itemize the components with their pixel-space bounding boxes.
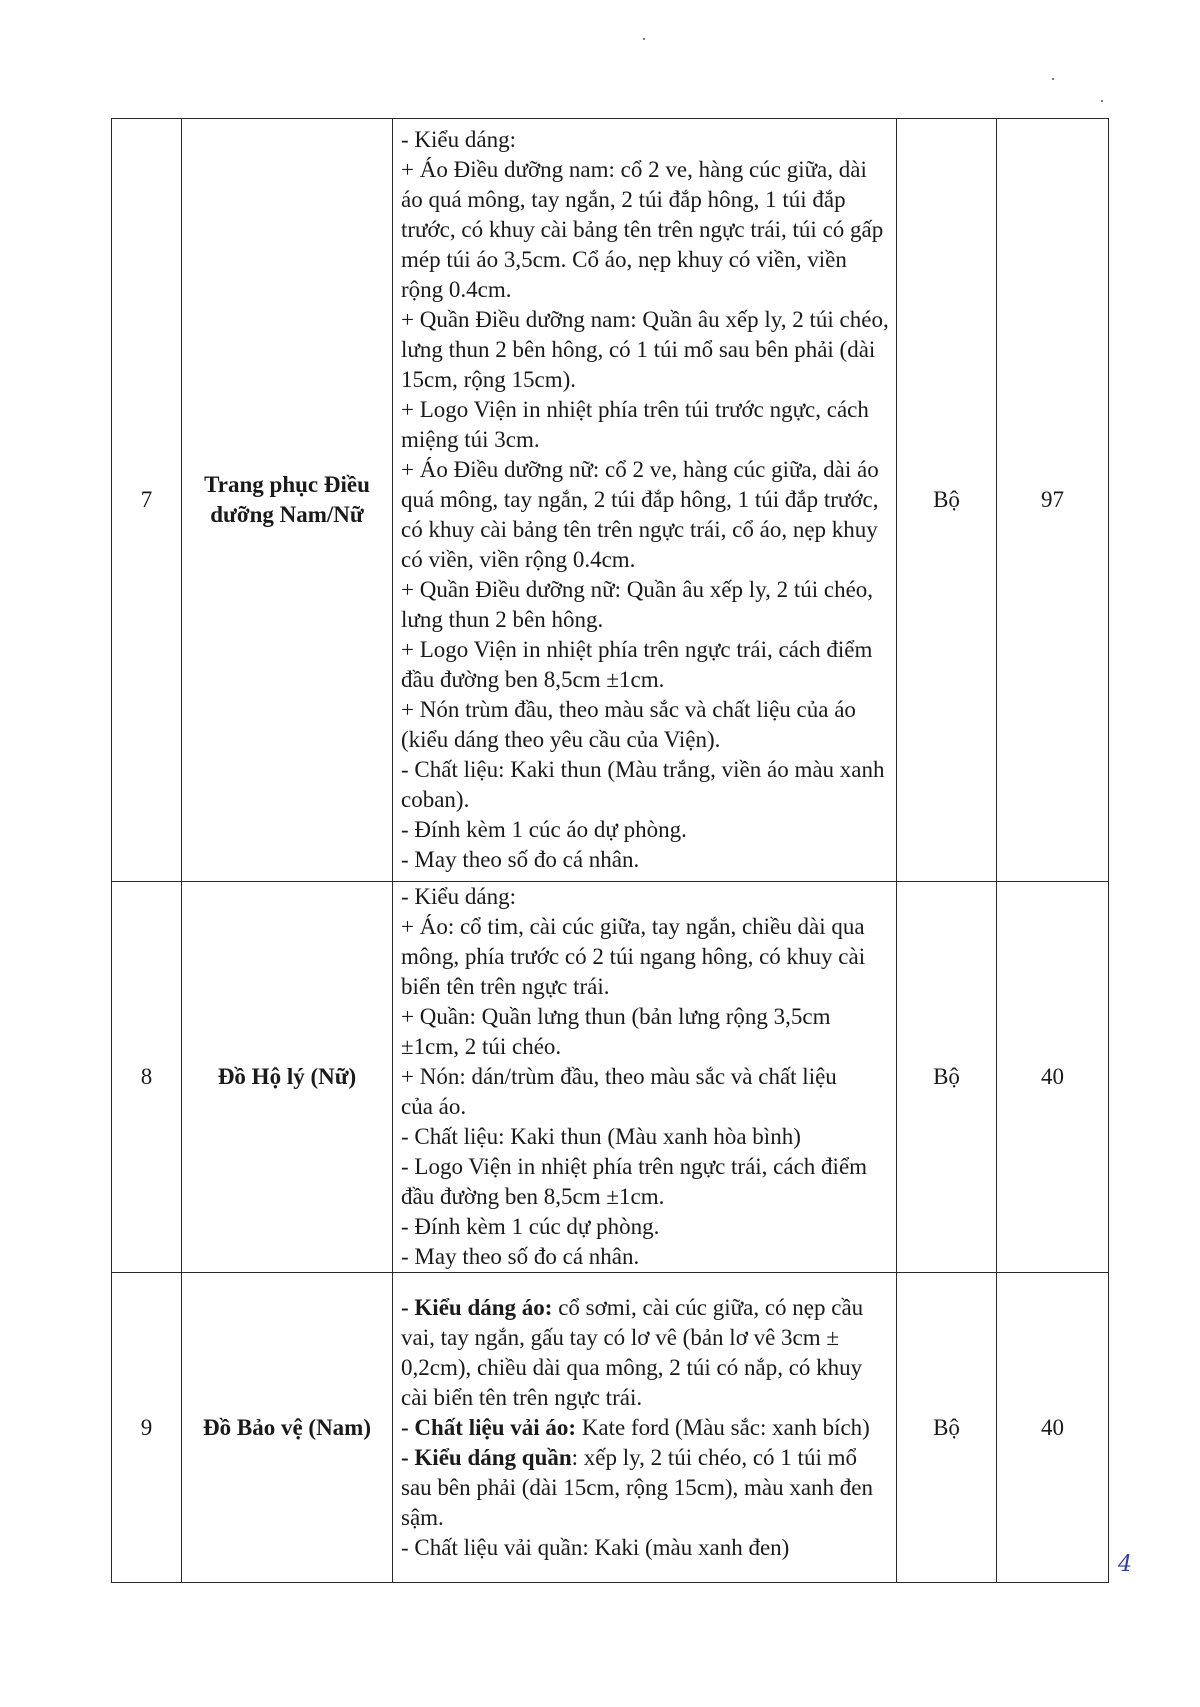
description-text: : xếp ly, 2 túi chéo, có 1 túi mổ sau bên phải (dài 15cm, rộng 15cm), màu xanh đen sậm. (401, 1444, 874, 1530)
description-label: - Kiểu dáng quần (401, 1444, 572, 1470)
specification-table (111, 118, 1109, 1583)
scan-speck (1101, 100, 1103, 102)
unit-cell: Bộ (897, 119, 997, 882)
description-label: - Chất liệu vải áo: (401, 1414, 577, 1440)
handwritten-page-mark: 4 (1118, 1552, 1132, 1577)
table-row (112, 882, 1109, 1273)
table-row (112, 1273, 1109, 1583)
description-line: + Logo Viện in nhiệt phía trên túi trước ngực, cách miệng túi 3cm. (401, 397, 869, 452)
description-line: + Nón: dán/trùm đầu, theo màu sắc và chất liệu (401, 1064, 837, 1089)
unit-cell: Bộ (897, 882, 997, 1273)
description-line: + Logo Viện in nhiệt phía trên ngực trái, cách điểm đầu đường ben 8,5cm ±1cm. (401, 637, 873, 692)
description-label: - Kiểu dáng áo: (401, 1294, 553, 1320)
item-description (393, 119, 897, 882)
row-number: 8 (112, 882, 182, 1273)
row-number: 9 (112, 1273, 182, 1583)
quantity-cell: 97 (997, 119, 1109, 882)
unit-cell: Bộ (897, 1273, 997, 1583)
description-line: - Đính kèm 1 cúc áo dự phòng. (401, 817, 687, 842)
item-name: Trang phục Điều dưỡng Nam/Nữ (182, 119, 393, 882)
item-description (393, 882, 897, 1273)
description-line: - May theo số đo cá nhân. (401, 1244, 640, 1269)
description-line: + Quần: Quần lưng thun (bản lưng rộng 3,5cm ±1cm, 2 túi chéo. (401, 1004, 831, 1059)
description-line: - Kiểu dáng: (401, 884, 516, 909)
scan-speck (643, 38, 645, 40)
table-row (112, 119, 1109, 882)
description-line: + Áo Điều dưỡng nam: cổ 2 ve, hàng cúc giữa, dài áo quá mông, tay ngắn, 2 túi đắp hông, 1 túi đắp trước, có khuy cài bảng tên trên ngực trái, túi có gấp mép túi áo 3,5cm. Cổ áo, nẹp khuy có viền, viền rộng 0.4cm. (401, 157, 884, 302)
description-line: + Quần Điều dưỡng nam: Quần âu xếp ly, 2 túi chéo, lưng thun 2 bên hông, có 1 túi mổ sau bên phải (dài 15cm, rộng 15cm). (401, 307, 889, 392)
description-line: - Chất liệu: Kaki thun (Màu xanh hòa bình) (401, 1124, 801, 1149)
description-line: + Áo Điều dưỡng nữ: cổ 2 ve, hàng cúc giữa, dài áo quá mông, tay ngắn, 2 túi đắp hông, 1 túi đắp trước, có khuy cài bảng tên trên ngực trái, cổ áo, nẹp khuy có viền, viền rộng 0.4cm. (401, 457, 879, 572)
scan-speck (1052, 78, 1054, 80)
row-number: 7 (112, 119, 182, 882)
description-line (401, 1533, 892, 1563)
quantity-cell: 40 (997, 882, 1109, 1273)
description-word: của (401, 1094, 433, 1119)
description-line: - Logo Viện in nhiệt phía trên ngực trái, cách điểm đầu đường ben 8,5cm ±1cm. (401, 1154, 868, 1209)
description-line: + Nón trùm đầu, theo màu sắc và chất liệu của áo (kiểu dáng theo yêu cầu của Viện). (401, 697, 856, 752)
description-text: cổ sơmi, cài cúc giữa, có nẹp cầu vai, tay ngắn, gấu tay có lơ vê (bản lơ vê 3cm ± 0,2cm), chiều dài qua mông, 2 túi có nắp, có khuy cài biển tên trên ngực trái. (401, 1294, 864, 1410)
description-line (401, 1413, 892, 1443)
description-line: - Đính kèm 1 cúc dự phòng. (401, 1214, 660, 1239)
description-line (401, 1092, 892, 1122)
description-line: - Chất liệu: Kaki thun (Màu trắng, viền áo màu xanh coban). (401, 757, 885, 812)
description-line: - Kiểu dáng: (401, 127, 516, 152)
description-line: + Quần Điều dưỡng nữ: Quần âu xếp ly, 2 túi chéo, lưng thun 2 bên hông. (401, 577, 874, 632)
description-text: - Chất liệu vải quần: Kaki (màu xanh đen) (401, 1534, 790, 1560)
item-description (393, 1273, 897, 1583)
item-name: Đồ Bảo vệ (Nam) (182, 1273, 393, 1583)
description-word: áo. (438, 1094, 467, 1119)
description-line (401, 1293, 892, 1413)
item-name: Đồ Hộ lý (Nữ) (182, 882, 393, 1273)
description-line: + Áo: cổ tim, cài cúc giữa, tay ngắn, chiều dài qua mông, phía trước có 2 túi ngang hông, có khuy cài biển tên trên ngực trái. (401, 914, 866, 999)
quantity-cell: 40 (997, 1273, 1109, 1583)
description-line: - May theo số đo cá nhân. (401, 847, 640, 872)
description-text: Kate ford (Màu sắc: xanh bích) (576, 1414, 870, 1440)
description-line (401, 1443, 892, 1533)
